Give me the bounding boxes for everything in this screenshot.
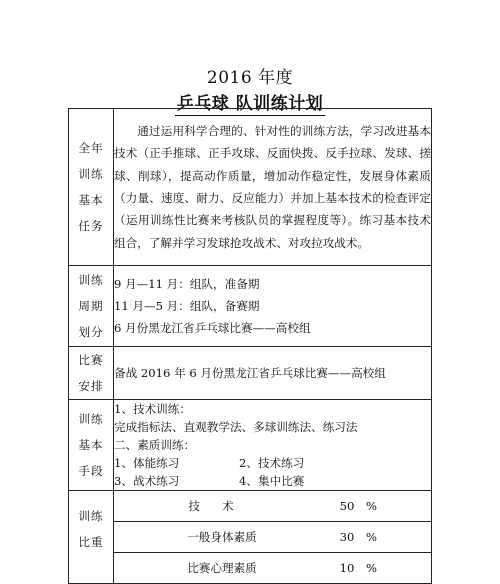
label-line: 划分 — [78, 325, 104, 339]
weight-value: 30 — [339, 530, 355, 544]
label-line: 周期 — [78, 299, 104, 313]
plan-title-text: 乒乓球 队训练计划 — [176, 94, 324, 114]
quality-items-row — [114, 472, 431, 490]
label-training-means — [69, 400, 114, 491]
tech-heading: 1、技术训练： — [114, 402, 191, 416]
period-line: 6 月份黑龙江省乒乓球比赛——高校组 — [114, 321, 311, 335]
label-annual-tasks — [69, 109, 114, 266]
period-line: 11 月—5 月：组队，备赛期 — [114, 299, 260, 313]
quality-item: 2、技术练习 — [239, 456, 305, 470]
weight-name: 比赛心理素质 — [187, 561, 257, 575]
label-line: 训练 — [78, 273, 104, 287]
label-line: 安排 — [78, 379, 104, 393]
quality-item: 1、体能练习 — [114, 456, 180, 470]
weight-name: 一般身体素质 — [187, 530, 257, 544]
annual-tasks-content — [114, 109, 432, 266]
label-line: 基本 — [78, 193, 104, 207]
weight-row-mental — [114, 553, 431, 583]
competition-content — [114, 347, 432, 400]
label-line: 训练 — [78, 167, 104, 181]
competition-text: 备战 2016 年 6 月份黑龙江省乒乓球比赛——高校组 — [114, 366, 386, 380]
row-annual-tasks — [69, 109, 432, 266]
weight-value: 10 — [339, 561, 355, 575]
row-competition — [69, 347, 432, 400]
weight-value: 50 — [339, 499, 355, 513]
label-competition — [69, 347, 114, 400]
label-line: 比赛 — [78, 353, 104, 367]
row-training-period — [69, 266, 432, 347]
weight-row-technique — [114, 491, 431, 522]
year-title: 2016 年度 — [206, 68, 294, 88]
quality-heading: 二、素质训练： — [114, 438, 196, 452]
quality-items-row — [114, 454, 431, 472]
row-training-weights — [69, 491, 432, 584]
weight-unit: % — [366, 499, 378, 513]
label-line: 手段 — [78, 464, 104, 478]
weight-unit: % — [366, 530, 378, 544]
label-training-period — [69, 266, 114, 347]
label-line: 训练 — [78, 412, 104, 426]
training-period-content — [114, 266, 432, 347]
period-line: 9 月—11 月：组队，准备期 — [114, 277, 260, 291]
quality-item: 3、战术练习 — [114, 474, 180, 488]
training-weights-content — [114, 491, 432, 584]
label-training-weights — [69, 491, 114, 584]
weight-name: 技术 — [188, 499, 256, 513]
label-line: 训练 — [78, 509, 104, 523]
label-line: 全年 — [78, 141, 104, 155]
training-means-content — [114, 400, 432, 491]
row-training-means — [69, 400, 432, 491]
tech-methods: 完成指标法、直观教学法、多球训练法、练习法 — [114, 420, 358, 434]
quality-item: 4、集中比赛 — [239, 474, 305, 488]
annual-tasks-text: 通过运用科学合理的、针对性的训练方法，学习改进基本技术（正手推球、正手攻球、反面快拨、反手拉球、发球、搓球、削球），提高动作质量，增加动作稳定性，发展身体素质（力量、速度、耐力、反应能力）并加上基本技术的检查评定（运用训练性比赛来考核队员的掌握程度等）。练习基本技术组合，了解并学习发球抢攻战术、对攻拉攻战术。 — [114, 123, 431, 250]
label-line: 任务 — [78, 219, 104, 233]
label-line: 基本 — [78, 438, 104, 452]
weight-row-general-fitness — [114, 522, 431, 553]
training-plan-table — [68, 108, 432, 584]
weight-unit: % — [366, 561, 378, 575]
label-line: 比重 — [78, 535, 104, 549]
